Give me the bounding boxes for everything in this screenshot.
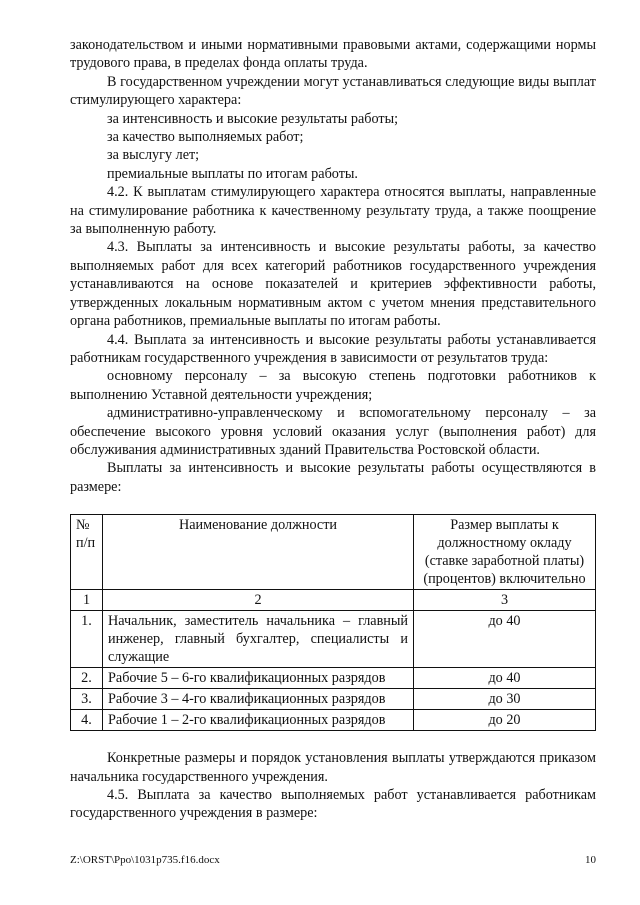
paragraph: Конкретные размеры и порядок установления выплаты утверждаются приказом начальника государственного учреждения. bbox=[70, 750, 596, 785]
paragraph: В государственном учреждении могут устанавливаться следующие виды выплат стимулирующего характера: bbox=[70, 73, 596, 109]
paragraph-4-3: 4.3. Выплаты за интенсивность и высокие результаты работы, за качество выполняемых работ для всех категорий работников государственного учреждения устанавливаются на основе показателей и критериев эффективности работы, утвержденных локальным нормативным актом с учетом мнения представительного органа работников, премиальные выплаты по итогам работы. bbox=[70, 239, 596, 330]
paragraph: Выплаты за интенсивность и высокие результаты работы осуществляются в размере: bbox=[70, 460, 596, 495]
paragraph: административно-управленческому и вспомогательному персоналу – за обеспечение высокого уровня условий оказания услуг (выполнения работ) для обслуживания административных зданий Правительства Ростовской области. bbox=[70, 405, 596, 458]
list-item: премиальные выплаты по итогам работы. bbox=[107, 165, 358, 182]
list-item: за качество выполняемых работ; bbox=[107, 129, 304, 146]
header-size: Размер выплаты к должностному окладу (ставке заработной платы) (процентов) включительно bbox=[414, 515, 596, 590]
header-num: № п/п bbox=[71, 515, 103, 590]
table-index-row bbox=[71, 590, 596, 611]
row-position: Рабочие 5 – 6-го квалификационных разрядов bbox=[103, 668, 414, 689]
row-size: до 40 bbox=[414, 611, 596, 668]
table-row bbox=[71, 668, 596, 689]
row-num: 1. bbox=[71, 611, 103, 668]
row-position: Рабочие 3 – 4-го квалификационных разрядов bbox=[103, 689, 414, 710]
paragraph-4-4: 4.4. Выплата за интенсивность и высокие результаты работы устанавливается работникам государственного учреждения в зависимости от результатов труда: bbox=[70, 331, 596, 366]
payments-table bbox=[70, 514, 596, 731]
list-item: за интенсивность и высокие результаты работы; bbox=[107, 110, 399, 127]
row-position: Рабочие 1 – 2-го квалификационных разрядов bbox=[103, 710, 414, 731]
table-row bbox=[71, 689, 596, 710]
index-cell: 3 bbox=[414, 590, 596, 611]
list-item: за выслугу лет; bbox=[107, 147, 200, 164]
table-row bbox=[71, 611, 596, 668]
row-size: до 30 bbox=[414, 689, 596, 710]
header-position: Наименование должности bbox=[103, 515, 414, 590]
paragraph-4-2: 4.2. К выплатам стимулирующего характера относятся выплаты, направленные на стимулирование работника к качественному результату труда, а также поощрение за выполненную работу. bbox=[70, 184, 596, 238]
row-size: до 20 bbox=[414, 710, 596, 731]
page-footer bbox=[70, 854, 596, 867]
paragraph: основному персоналу – за высокую степень подготовки работников к выполнению Уставной деятельности учреждения; bbox=[70, 368, 596, 403]
page-number: 10 bbox=[585, 854, 596, 866]
row-size: до 40 bbox=[414, 668, 596, 689]
index-cell: 2 bbox=[103, 590, 414, 611]
table-row bbox=[71, 710, 596, 731]
row-position: Начальник, заместитель начальника – главный инженер, главный бухгалтер, специалисты и служащие bbox=[103, 611, 414, 668]
paragraph: законодательством и иными нормативными правовыми актами, содержащими нормы трудового права, в пределах фонда оплаты труда. bbox=[70, 37, 596, 72]
document-page bbox=[70, 36, 596, 823]
row-num: 4. bbox=[71, 710, 103, 731]
table-header-row bbox=[71, 515, 596, 590]
paragraph-4-5: 4.5. Выплата за качество выполняемых работ устанавливается работникам государственного учреждения в размере: bbox=[70, 786, 596, 822]
row-num: 2. bbox=[71, 668, 103, 689]
file-path: Z:\ORST\Ppo\1031p735.f16.docx bbox=[70, 854, 220, 866]
row-num: 3. bbox=[71, 689, 103, 710]
index-cell: 1 bbox=[71, 590, 103, 611]
